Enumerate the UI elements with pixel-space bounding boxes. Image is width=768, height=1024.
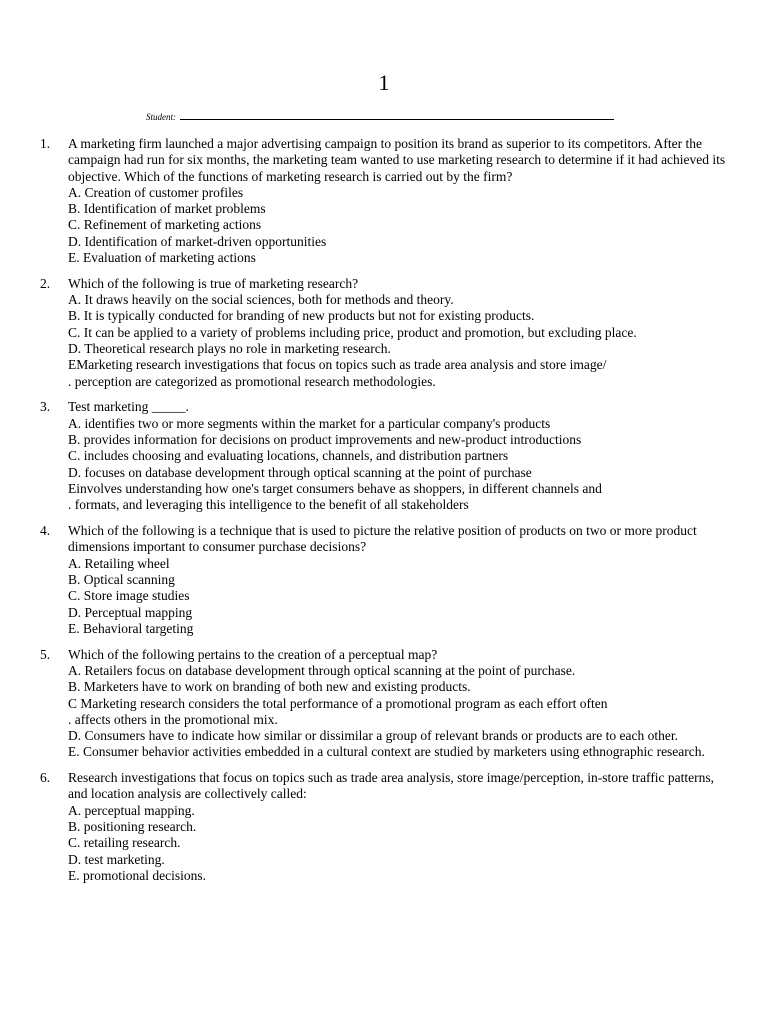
answer-option (68, 357, 728, 390)
answer-option: B. It is typically conducted for branding of new products but not for existing products. (68, 308, 535, 324)
answer-option: A. Retailers focus on database development through optical scanning at the point of purchase. (68, 662, 576, 678)
question-stem: Research investigations that focus on topics such as trade area analysis, store image/perception, in-store traffic patterns, and location analysis are collectively called: (68, 770, 715, 802)
answer-option: B. Optical scanning (68, 571, 175, 587)
student-name-field (146, 111, 614, 123)
answer-option: E. Evaluation of marketing actions (68, 250, 256, 266)
answer-option: D. Theoretical research plays no role in marketing research. (68, 341, 391, 357)
question-number: 2. (40, 275, 51, 291)
question-number: 4. (40, 523, 51, 539)
answer-option: A. perceptual mapping. (68, 802, 195, 818)
question-stem: Which of the following is a technique that is used to picture the relative position of products on two or more product dimensions important to consumer purchase decisions? (68, 523, 697, 555)
answer-option: D. Identification of market-driven opportunities (68, 233, 327, 249)
student-name-line (180, 111, 614, 120)
answer-option: E. Consumer behavior activities embedded in a cultural context are studied by marketers using ethnographic research. (68, 744, 705, 760)
answer-option: C. Store image studies (68, 588, 190, 604)
answer-option (68, 696, 728, 729)
answer-option: A. Retailing wheel (68, 555, 170, 571)
question-stem: Which of the following pertains to the creation of a perceptual map? (68, 646, 438, 662)
answer-option: E. promotional decisions. (68, 867, 206, 883)
answer-option-line: . perception are categorized as promotional research methodologies. (68, 373, 436, 389)
answer-option: B. positioning research. (68, 819, 197, 835)
question-stem: Which of the following is true of marketing research? (68, 275, 359, 291)
answer-option: D. Perceptual mapping (68, 604, 193, 620)
answer-option: B. Identification of market problems (68, 201, 266, 217)
question-2 (0, 276, 768, 390)
answer-option: C. Refinement of marketing actions (68, 217, 262, 233)
question-number: 5. (40, 646, 51, 662)
answer-option: A. identifies two or more segments within the market for a particular company's products (68, 415, 551, 431)
answer-option: E. Behavioral targeting (68, 620, 194, 636)
answer-option: C. includes choosing and evaluating locations, channels, and distribution partners (68, 448, 509, 464)
answer-option-line: C Marketing research considers the total performance of a promotional program as each effort often (68, 695, 608, 711)
question-number: 6. (40, 770, 51, 786)
answer-option: D. focuses on database development through optical scanning at the point of purchase (68, 464, 532, 480)
answer-option-line: . affects others in the promotional mix. (68, 711, 278, 727)
question-3 (0, 399, 768, 513)
question-1 (0, 136, 768, 266)
answer-option: B. provides information for decisions on product improvements and new-product introductions (68, 432, 582, 448)
answer-option: D. Consumers have to indicate how similar or dissimilar a group of relevant brands or products are to each other. (68, 728, 678, 744)
question-list (0, 136, 768, 884)
answer-option: B. Marketers have to work on branding of both new and existing products. (68, 679, 471, 695)
question-6 (0, 770, 768, 884)
answer-option: A. It draws heavily on the social sciences, both for methods and theory. (68, 292, 454, 308)
page-number: 1 (378, 70, 390, 95)
answer-option-line: . formats, and leveraging this intelligence to the benefit of all stakeholders (68, 497, 469, 513)
question-stem: A marketing firm launched a major advertising campaign to position its brand as superior to its competitors. After the campaign had run for six months, the marketing team wanted to use marketing research to determine if it had achieved its objective. Which of the functions of marketing research is carried out by the firm? (68, 136, 726, 184)
question-number: 3. (40, 399, 51, 415)
answer-option: C. It can be applied to a variety of problems including price, product and promotion, but excluding place. (68, 324, 637, 340)
question-5 (0, 647, 768, 761)
question-4 (0, 523, 768, 637)
answer-option (68, 481, 728, 514)
answer-option: D. test marketing. (68, 851, 165, 867)
answer-option-line: Einvolves understanding how one's target consumers behave as shoppers, in different channels and (68, 480, 602, 496)
question-stem: Test marketing _____. (68, 399, 189, 415)
answer-option: A. Creation of customer profiles (68, 184, 244, 200)
student-label: Student: (146, 112, 176, 122)
question-number: 1. (40, 136, 51, 151)
answer-option: C. retailing research. (68, 835, 181, 851)
answer-option-line: EMarketing research investigations that focus on topics such as trade area analysis and store image/ (68, 357, 607, 373)
